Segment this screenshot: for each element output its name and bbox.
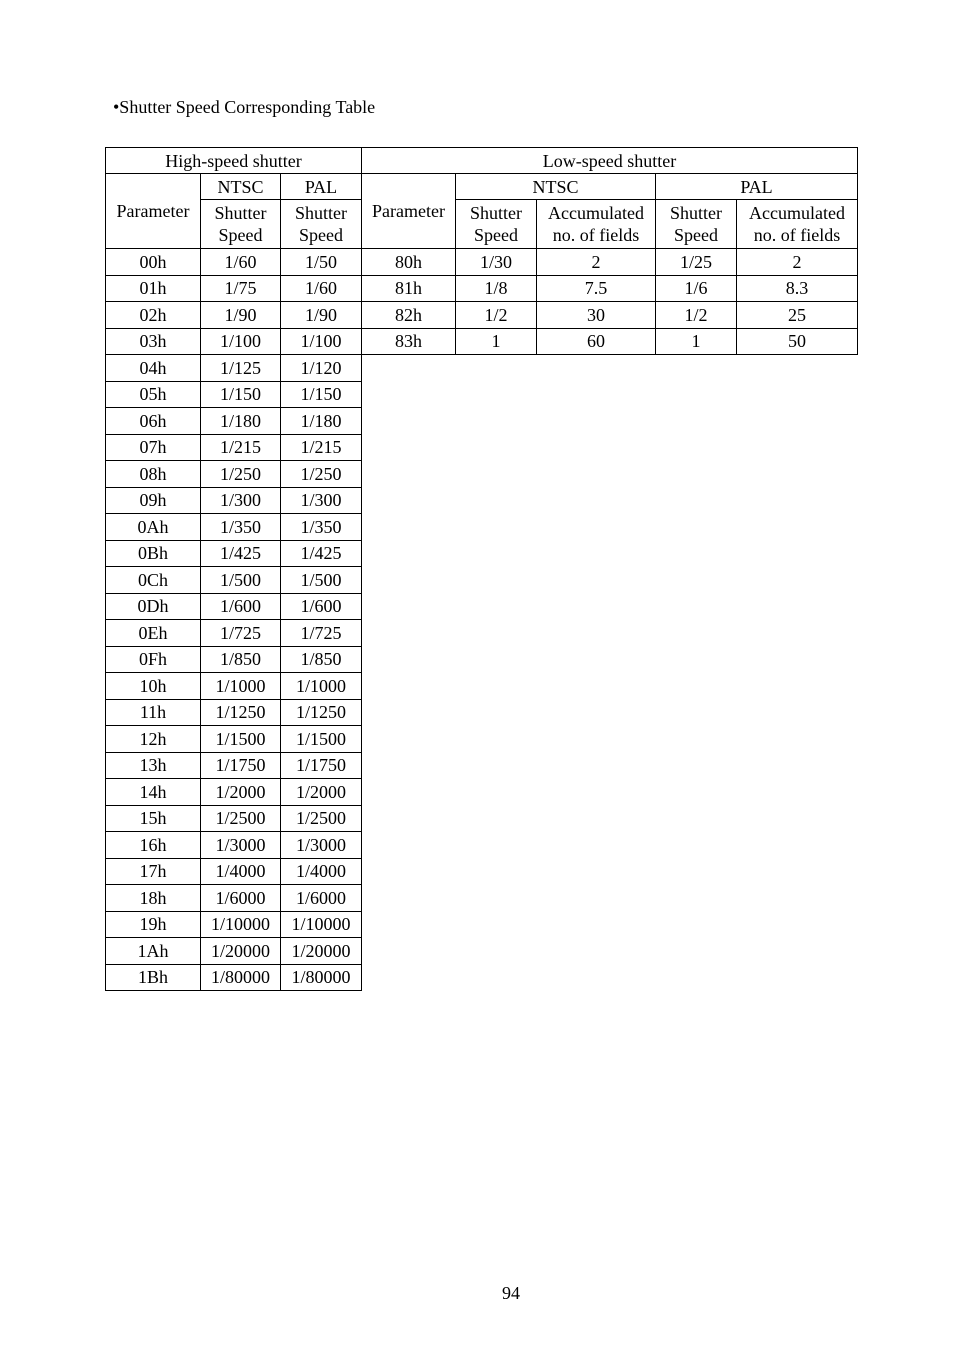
table-cell: 1/20000	[281, 938, 362, 965]
table-cell: 1/100	[281, 328, 362, 355]
high-speed-row	[106, 408, 362, 435]
low-speed-row	[362, 249, 858, 276]
low-speed-row	[362, 275, 858, 302]
table-cell: 1Bh	[106, 964, 201, 991]
table-cell: 1/1750	[281, 752, 362, 779]
table-cell: 1/80000	[201, 964, 281, 991]
high-speed-title: High-speed shutter	[106, 148, 362, 174]
table-cell: 1/100	[201, 328, 281, 355]
high-speed-row	[106, 302, 362, 329]
table-cell: 02h	[106, 302, 201, 329]
table-cell: 11h	[106, 699, 201, 726]
high-speed-row	[106, 593, 362, 620]
table-cell: 25	[737, 302, 858, 329]
table-cell: 06h	[106, 408, 201, 435]
table-cell: 1/300	[281, 487, 362, 514]
table-cell: 50	[737, 328, 858, 355]
table-cell: 1/150	[281, 381, 362, 408]
table-cell: 1	[656, 328, 737, 355]
high-speed-shutter-table	[105, 147, 362, 991]
table-cell: 05h	[106, 381, 201, 408]
table-cell: 1/215	[201, 434, 281, 461]
table-cell: 1/725	[201, 620, 281, 647]
table-cell: 82h	[362, 302, 456, 329]
page-heading: •Shutter Speed Corresponding Table	[113, 97, 376, 117]
table-cell: 1/215	[281, 434, 362, 461]
table-cell: 1/500	[201, 567, 281, 594]
table-cell: 1/2000	[201, 779, 281, 806]
table-cell: 1/3000	[281, 832, 362, 859]
high-speed-row	[106, 673, 362, 700]
high-speed-row	[106, 249, 362, 276]
table-cell: 1/2500	[281, 805, 362, 832]
high-speed-row	[106, 567, 362, 594]
low-speed-shutter-table	[361, 147, 858, 355]
table-cell: 0Bh	[106, 540, 201, 567]
table-cell: 1/75	[201, 275, 281, 302]
high-speed-row	[106, 885, 362, 912]
table-cell: 1/180	[281, 408, 362, 435]
table-cell: 1/350	[281, 514, 362, 541]
low-speed-rows	[362, 249, 858, 355]
table-cell: 2	[737, 249, 858, 276]
high-speed-rows	[106, 249, 362, 991]
high-speed-ntsc-header: NTSC	[201, 174, 281, 200]
table-cell: 10h	[106, 673, 201, 700]
low-speed-parameter-header: Parameter	[362, 174, 456, 249]
table-cell: 30	[537, 302, 656, 329]
table-cell: 1/6	[656, 275, 737, 302]
table-cell: 0Fh	[106, 646, 201, 673]
high-speed-row	[106, 275, 362, 302]
table-cell: 1/600	[201, 593, 281, 620]
high-speed-parameter-header: Parameter	[106, 174, 201, 249]
table-cell: 1/250	[201, 461, 281, 488]
table-cell: 1/90	[281, 302, 362, 329]
high-speed-row	[106, 620, 362, 647]
low-speed-ntsc-header: NTSC	[456, 174, 656, 200]
table-cell: 1/4000	[281, 858, 362, 885]
table-cell: 1/1500	[201, 726, 281, 753]
table-cell: 18h	[106, 885, 201, 912]
low-speed-ntsc-accum-header: Accumulated no. of fields	[537, 200, 656, 249]
high-speed-row	[106, 805, 362, 832]
table-cell: 0Ah	[106, 514, 201, 541]
table-cell: 1/10000	[201, 911, 281, 938]
table-cell: 1/2	[456, 302, 537, 329]
low-speed-pal-header: PAL	[656, 174, 858, 200]
table-cell: 1/1500	[281, 726, 362, 753]
table-cell: 1/350	[201, 514, 281, 541]
table-cell: 0Eh	[106, 620, 201, 647]
high-speed-row	[106, 964, 362, 991]
low-speed-row	[362, 328, 858, 355]
table-cell: 1/60	[201, 249, 281, 276]
table-cell: 1/50	[281, 249, 362, 276]
high-speed-row	[106, 328, 362, 355]
table-cell: 1/600	[281, 593, 362, 620]
high-speed-row	[106, 779, 362, 806]
high-speed-row	[106, 938, 362, 965]
table-cell: 1/850	[281, 646, 362, 673]
table-cell: 1/1000	[281, 673, 362, 700]
table-cell: 1/2500	[201, 805, 281, 832]
table-cell: 83h	[362, 328, 456, 355]
high-speed-row	[106, 752, 362, 779]
table-cell: 1/180	[201, 408, 281, 435]
table-cell: 01h	[106, 275, 201, 302]
high-speed-row	[106, 434, 362, 461]
high-speed-ntsc-shutter-header: Shutter Speed	[201, 200, 281, 249]
table-cell: 00h	[106, 249, 201, 276]
high-speed-pal-header: PAL	[281, 174, 362, 200]
table-cell: 1/250	[281, 461, 362, 488]
table-cell: 1/8	[456, 275, 537, 302]
table-cell: 2	[537, 249, 656, 276]
table-cell: 17h	[106, 858, 201, 885]
table-cell: 60	[537, 328, 656, 355]
table-cell: 1/30	[456, 249, 537, 276]
table-cell: 1/10000	[281, 911, 362, 938]
table-cell: 1/1750	[201, 752, 281, 779]
high-speed-row	[106, 832, 362, 859]
high-speed-row	[106, 540, 362, 567]
table-cell: 7.5	[537, 275, 656, 302]
table-cell: 19h	[106, 911, 201, 938]
table-cell: 1Ah	[106, 938, 201, 965]
high-speed-row	[106, 699, 362, 726]
low-speed-ntsc-shutter-header: Shutter Speed	[456, 200, 537, 249]
low-speed-row	[362, 302, 858, 329]
high-speed-pal-shutter-header: Shutter Speed	[281, 200, 362, 249]
table-cell: 04h	[106, 355, 201, 382]
high-speed-row	[106, 461, 362, 488]
table-cell: 8.3	[737, 275, 858, 302]
table-cell: 0Dh	[106, 593, 201, 620]
table-cell: 13h	[106, 752, 201, 779]
low-speed-pal-shutter-header: Shutter Speed	[656, 200, 737, 249]
table-cell: 1/725	[281, 620, 362, 647]
high-speed-row	[106, 381, 362, 408]
table-cell: 1/2	[656, 302, 737, 329]
high-speed-row	[106, 514, 362, 541]
table-cell: 1/2000	[281, 779, 362, 806]
table-cell: 1/80000	[281, 964, 362, 991]
table-cell: 1/120	[281, 355, 362, 382]
table-cell: 1/425	[281, 540, 362, 567]
table-cell: 1/850	[201, 646, 281, 673]
table-cell: 1/125	[201, 355, 281, 382]
table-cell: 1/90	[201, 302, 281, 329]
high-speed-row	[106, 858, 362, 885]
table-cell: 80h	[362, 249, 456, 276]
table-cell: 16h	[106, 832, 201, 859]
table-cell: 0Ch	[106, 567, 201, 594]
table-cell: 1/3000	[201, 832, 281, 859]
table-cell: 1	[456, 328, 537, 355]
table-cell: 14h	[106, 779, 201, 806]
table-cell: 03h	[106, 328, 201, 355]
table-cell: 09h	[106, 487, 201, 514]
table-cell: 12h	[106, 726, 201, 753]
low-speed-title: Low-speed shutter	[362, 148, 858, 174]
table-cell: 1/150	[201, 381, 281, 408]
table-cell: 1/25	[656, 249, 737, 276]
table-cell: 1/60	[281, 275, 362, 302]
page-number: 94	[502, 1283, 520, 1303]
table-cell: 1/425	[201, 540, 281, 567]
table-cell: 15h	[106, 805, 201, 832]
table-cell: 08h	[106, 461, 201, 488]
high-speed-row	[106, 487, 362, 514]
high-speed-row	[106, 911, 362, 938]
table-cell: 1/6000	[281, 885, 362, 912]
table-cell: 1/1250	[281, 699, 362, 726]
table-cell: 1/1250	[201, 699, 281, 726]
low-speed-pal-accum-header: Accumulated no. of fields	[737, 200, 858, 249]
table-cell: 1/1000	[201, 673, 281, 700]
table-cell: 81h	[362, 275, 456, 302]
table-cell: 1/500	[281, 567, 362, 594]
high-speed-row	[106, 646, 362, 673]
table-cell: 1/300	[201, 487, 281, 514]
high-speed-row	[106, 726, 362, 753]
high-speed-row	[106, 355, 362, 382]
table-cell: 1/20000	[201, 938, 281, 965]
table-cell: 1/6000	[201, 885, 281, 912]
table-cell: 07h	[106, 434, 201, 461]
table-cell: 1/4000	[201, 858, 281, 885]
